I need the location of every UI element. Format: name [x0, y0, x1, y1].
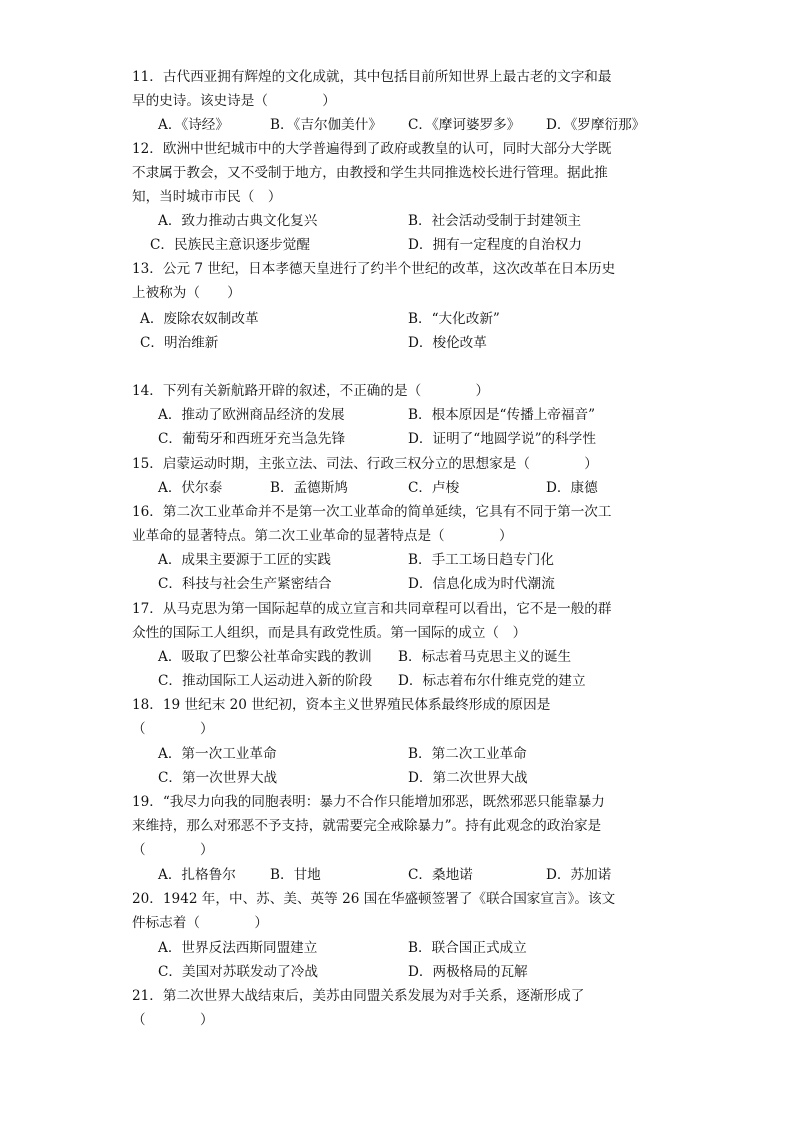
q20-option-c: C．美国对苏联发动了冷战: [158, 964, 318, 980]
q11-line-2: 早的史诗。该史诗是（ ）: [132, 93, 336, 109]
q14-option-a: A．推动了欧洲商品经济的发展: [158, 407, 345, 423]
q15-option-d: D．康德: [546, 480, 598, 496]
q13-option-b: B．“大化改新”: [408, 311, 500, 327]
q12-option-c: C．民族民主意识逐步觉醒: [150, 237, 310, 253]
q13-line-2: 上被称为（ ）: [132, 285, 241, 301]
q14-line-1: 14．下列有关新航路开辟的叙述，不正确的是（ ）: [132, 383, 490, 399]
q14-option-c: C．葡萄牙和西班牙充当急先锋: [158, 431, 346, 447]
q19-option-a: A．扎格鲁尔: [158, 867, 236, 883]
q19-line-2: 来维持，那么对邪恶不予支持，就需要完全戒除暴力”。持有此观念的政治家是: [132, 818, 602, 834]
q12-option-a: A．致力推动古典文化复兴: [158, 213, 318, 229]
q14-option-d: D．证明了“地圆学说”的科学性: [408, 431, 596, 447]
q13-line-1: 13．公元 7 世纪，日本孝德天皇进行了约半个世纪的改革，这次改革在日本历史: [132, 261, 616, 277]
q18-option-a: A．第一次工业革命: [158, 746, 277, 762]
q14-option-b: B．根本原因是“传播上帝福音”: [408, 407, 596, 423]
q16-line-2: 业革命的显著特点。第二次工业革命的显著特点是（ ）: [132, 528, 513, 544]
q17-option-c: C．推动国际工人运动进入新的阶段: [158, 673, 373, 689]
q16-line-1: 16．第二次工业革命并不是第一次工业革命的简单延续，它具有不同于第一次工: [132, 504, 612, 520]
q13-option-c: C．明治维新: [140, 335, 219, 351]
q17-option-b: B．标志着马克思主义的诞生: [398, 649, 572, 665]
q11-option-a: A．《诗经》: [158, 117, 229, 133]
q12-line-2: 不隶属于教会，又不受制于地方，由教授和学生共同推选校长进行管理。据此推: [132, 165, 608, 181]
q17-line-1: 17．从马克思为第一国际起草的成立宣言和共同章程可以看出，它不是一般的群: [132, 601, 612, 617]
q21-line-1: 21．第二次世界大战结束后，美苏由同盟关系发展为对手关系，逐渐形成了: [132, 988, 585, 1004]
q16-option-a: A．成果主要源于工匠的实践: [158, 552, 331, 568]
q11-option-b: B．《吉尔伽美什》: [270, 117, 382, 133]
q20-option-a: A．世界反法西斯同盟建立: [158, 940, 318, 956]
q12-option-b: B．社会活动受制于封建领主: [408, 213, 582, 229]
q16-option-b: B．手工工场日趋专门化: [408, 552, 554, 568]
q15-line-1: 15．启蒙运动时期，主张立法、司法、行政三权分立的思想家是（ ）: [132, 456, 598, 472]
q17-option-a: A．吸取了巴黎公社革命实践的教训: [158, 649, 372, 665]
q19-line-3: （ ）: [132, 842, 214, 858]
q15-option-b: B．孟德斯鸠: [270, 480, 348, 496]
q18-option-b: B．第二次工业革命: [408, 746, 527, 762]
q13-option-a: A．废除农奴制改革: [140, 311, 259, 327]
q18-option-d: D．第二次世界大战: [408, 770, 528, 786]
q11-option-d: D．《罗摩衍那》: [546, 117, 646, 133]
q19-option-d: D．苏加诺: [546, 867, 612, 883]
q13-option-d: D．梭伦改革: [408, 335, 487, 351]
q12-line-1: 12．欧洲中世纪城市中的大学普遍得到了政府或教皇的认可，同时大部分大学既: [132, 141, 612, 157]
q16-option-c: C．科技与社会生产紧密结合: [158, 576, 332, 592]
q17-option-d: D．标志着布尔什维克党的建立: [398, 673, 586, 689]
q18-option-c: C．第一次世界大战: [158, 770, 278, 786]
q11-line-1: 11．古代西亚拥有辉煌的文化成就，其中包括目前所知世界上最古老的文字和最: [132, 69, 612, 85]
q20-line-1: 20．1942 年，中、苏、美、英等 26 国在华盛顿签署了《联合国家宣言》。该文: [132, 891, 616, 907]
q19-line-1: 19．“我尽力向我的同胞表明：暴力不合作只能增加邪恶，既然邪恶只能靠暴力: [132, 794, 605, 810]
q20-option-d: D．两极格局的瓦解: [408, 964, 528, 980]
q16-option-d: D．信息化成为时代潮流: [408, 576, 555, 592]
q20-option-b: B．联合国正式成立: [408, 940, 527, 956]
q19-option-b: B．甘地: [270, 867, 321, 883]
q20-line-2: 件标志着（ ）: [132, 915, 268, 931]
q21-line-2: （ ）: [132, 1012, 214, 1028]
q15-option-c: C．卢梭: [408, 480, 460, 496]
q15-option-a: A．伏尔泰: [158, 480, 223, 496]
q18-line-1: 18．19 世纪末 20 世纪初，资本主义世界殖民体系最终形成的原因是: [132, 697, 551, 713]
q11-option-c: C．《摩诃婆罗多》: [408, 117, 521, 133]
q19-option-c: C．桑地诺: [408, 867, 473, 883]
q12-line-3: 知，当时城市市民（ ）: [132, 189, 282, 205]
q17-line-2: 众性的国际工人组织，而是具有政党性质。第一国际的成立（ ）: [132, 625, 527, 641]
q18-line-2: （ ）: [132, 721, 214, 737]
q12-option-d: D．拥有一定程度的自治权力: [408, 237, 583, 253]
